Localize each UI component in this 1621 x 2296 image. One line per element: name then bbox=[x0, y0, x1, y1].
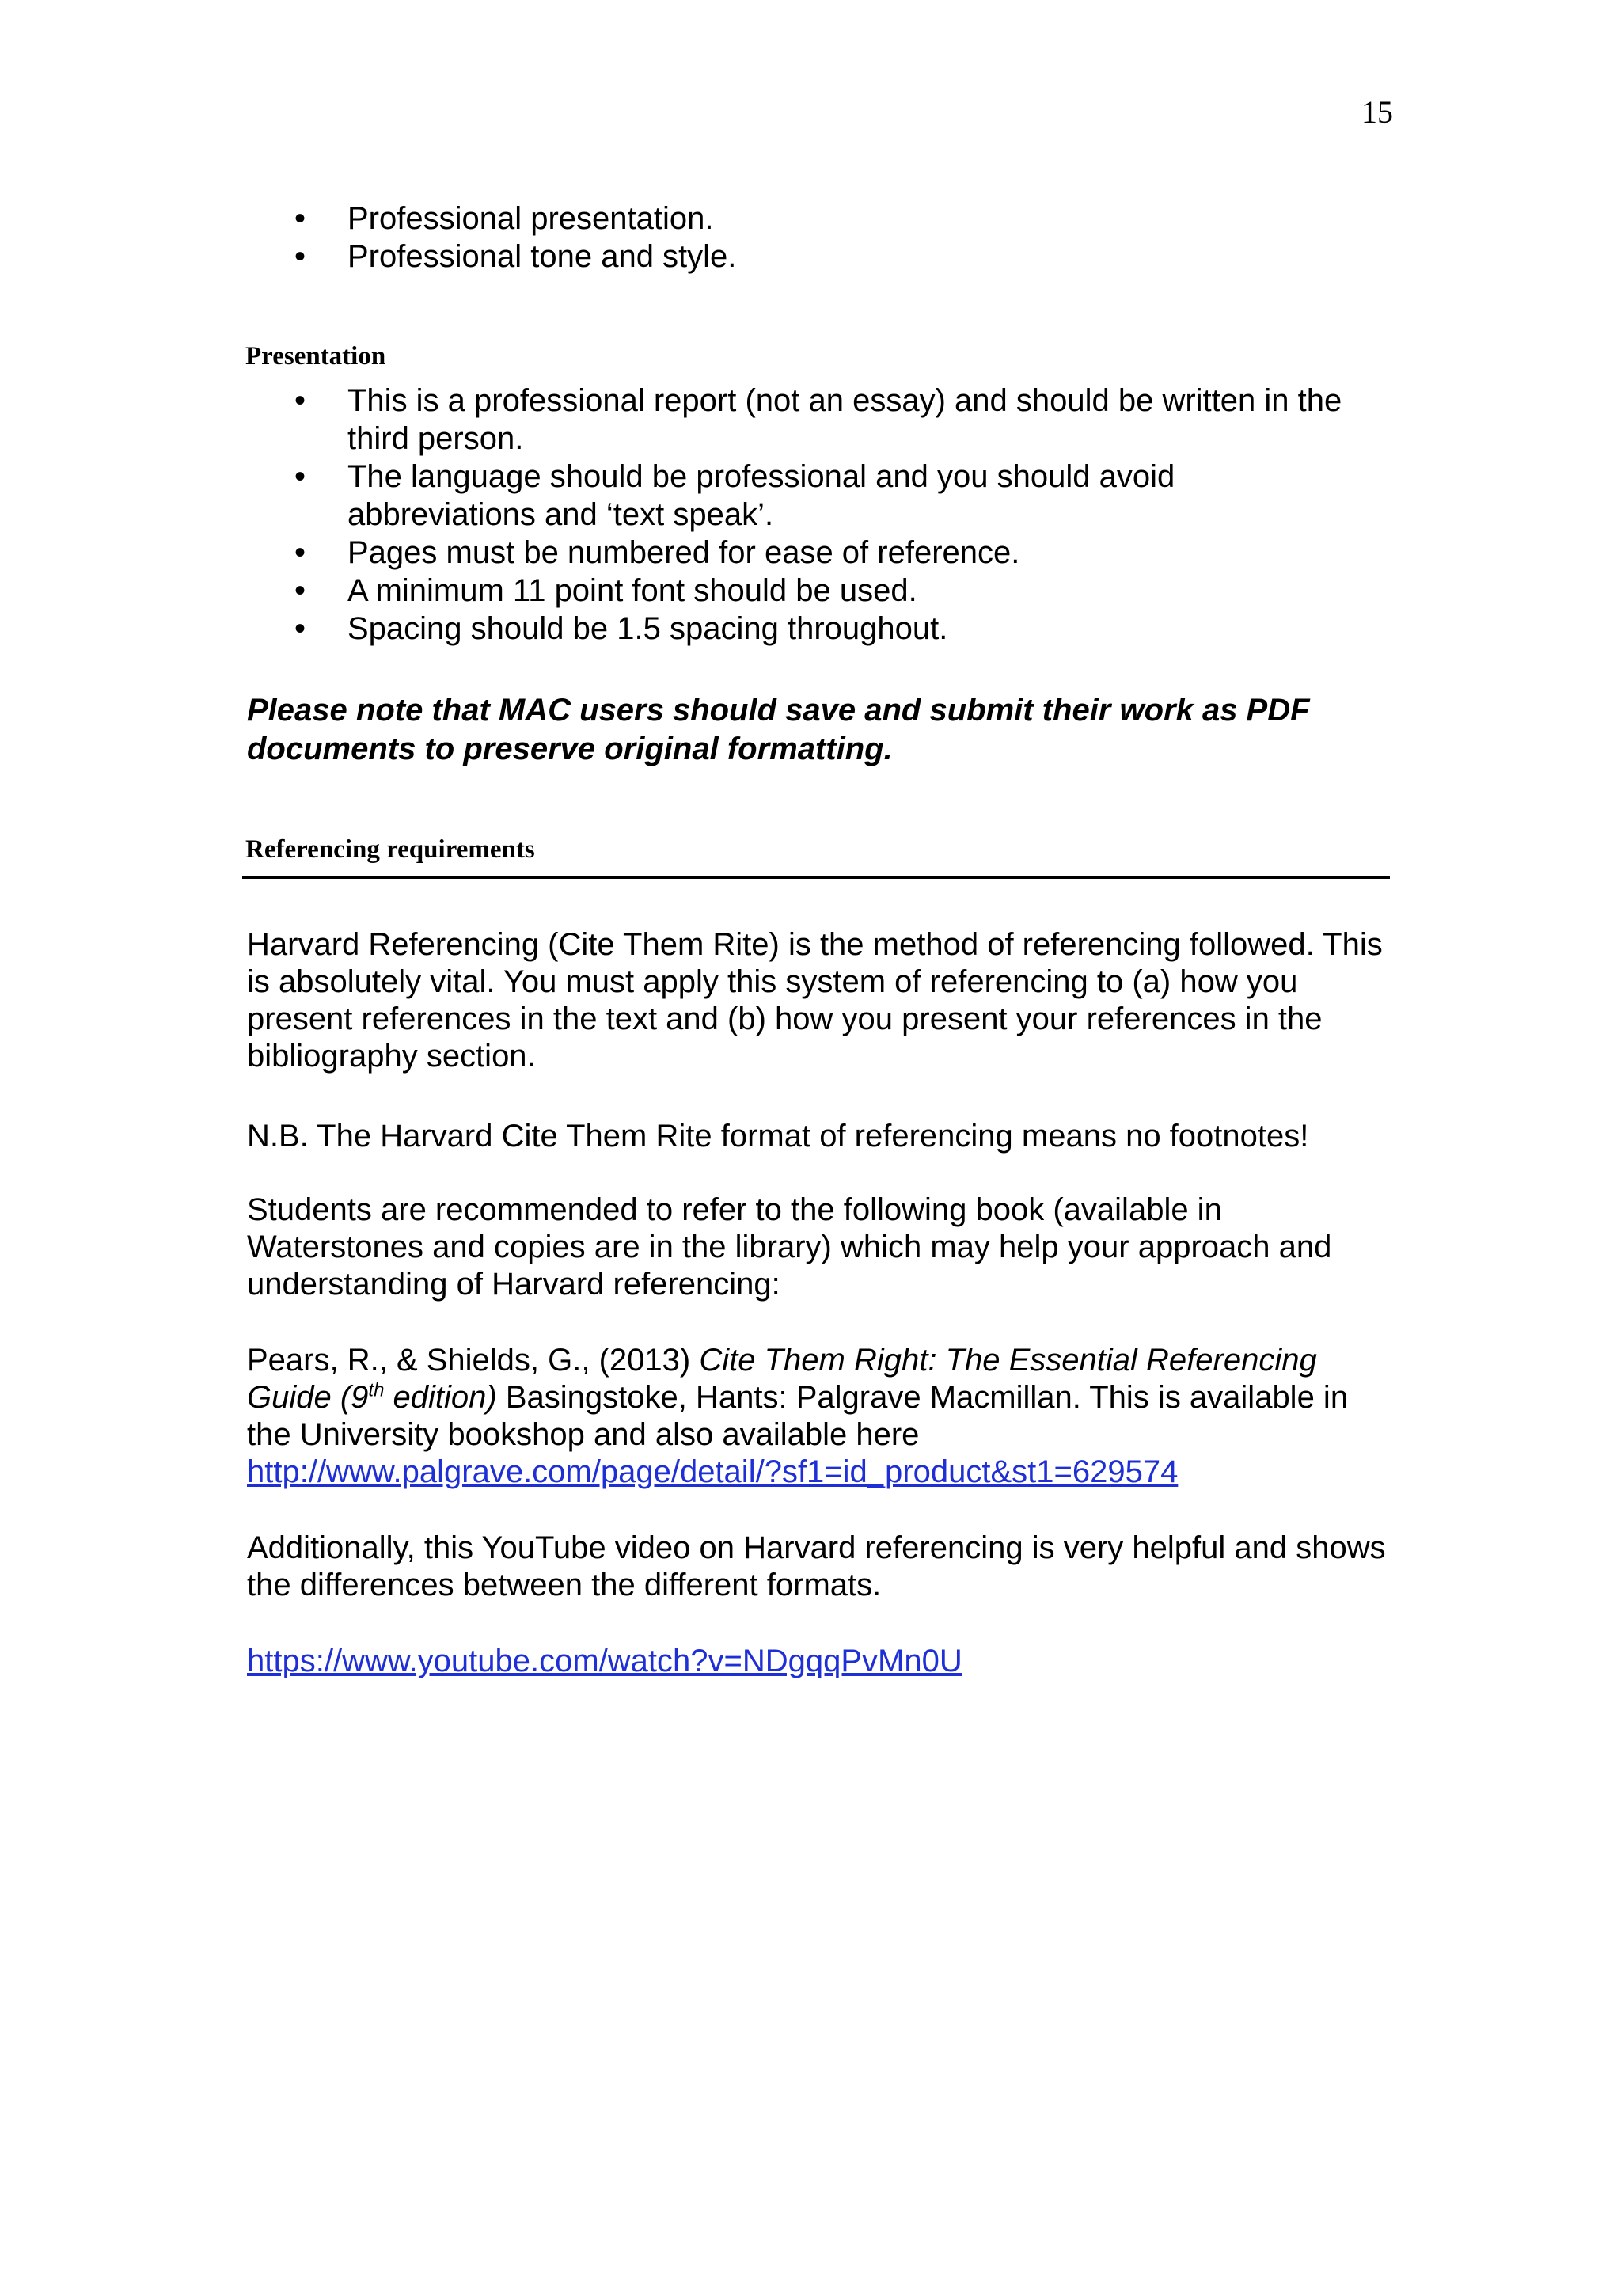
palgrave-link[interactable]: http://www.palgrave.com/page/detail/?sf1=id_product&st1=629574 bbox=[247, 1454, 1179, 1489]
youtube-paragraph: Additionally, this YouTube video on Harvard referencing is very helpful and shows the differences between the different formats. bbox=[247, 1530, 1386, 1602]
list-item: • Pages must be numbered for ease of reference. bbox=[247, 534, 1403, 572]
top-bullet-list bbox=[247, 200, 1395, 276]
nb-paragraph: N.B. The Harvard Cite Them Rite format of referencing means no footnotes! bbox=[247, 1119, 1309, 1154]
youtube-link[interactable]: https://www.youtube.com/watch?v=NDgqqPvMn0U bbox=[247, 1644, 962, 1678]
section-divider bbox=[242, 876, 1390, 879]
citation-publisher: Basingstoke, Hants: Palgrave Macmillan. This is available in the University bookshop and also available here bbox=[247, 1380, 1349, 1452]
list-item: • Professional presentation. bbox=[247, 200, 1395, 238]
presentation-heading: Presentation bbox=[245, 342, 386, 371]
citation-edition-superscript: th bbox=[368, 1379, 385, 1401]
page-number: 15 bbox=[1361, 94, 1393, 130]
referencing-heading: Referencing requirements bbox=[245, 835, 535, 864]
citation-title: Cite Them Right: The Essential Referencing Guide (9th edition) bbox=[247, 1343, 1317, 1415]
list-item: • Professional tone and style. bbox=[247, 238, 1395, 276]
mac-users-note: Please note that MAC users should save and submit their work as PDF documents to preserve original formatting. bbox=[247, 693, 1310, 766]
students-paragraph: Students are recommended to refer to the following book (available in Waterstones and copies are in the library) which may help your approach and understanding of Harvard referencing: bbox=[247, 1192, 1332, 1302]
list-item: • Spacing should be 1.5 spacing throughout. bbox=[247, 610, 1403, 648]
presentation-bullet-list bbox=[247, 382, 1403, 648]
list-item: • The language should be professional and you should avoid abbreviations and ‘text speak’. bbox=[247, 458, 1403, 534]
citation-authors: Pears, R., & Shields, G., (2013) bbox=[247, 1343, 700, 1378]
youtube-link-container bbox=[247, 1643, 1395, 1680]
list-item: • A minimum 11 point font should be used. bbox=[247, 572, 1403, 610]
citation-paragraph bbox=[247, 1342, 1395, 1491]
list-item: • This is a professional report (not an essay) and should be written in the third person. bbox=[247, 382, 1403, 458]
harvard-paragraph: Harvard Referencing (Cite Them Rite) is the method of referencing followed. This is absolutely vital. You must apply this system of referencing to (a) how you present references in the text and (b) how you present your references in the bibliography section. bbox=[247, 927, 1383, 1074]
